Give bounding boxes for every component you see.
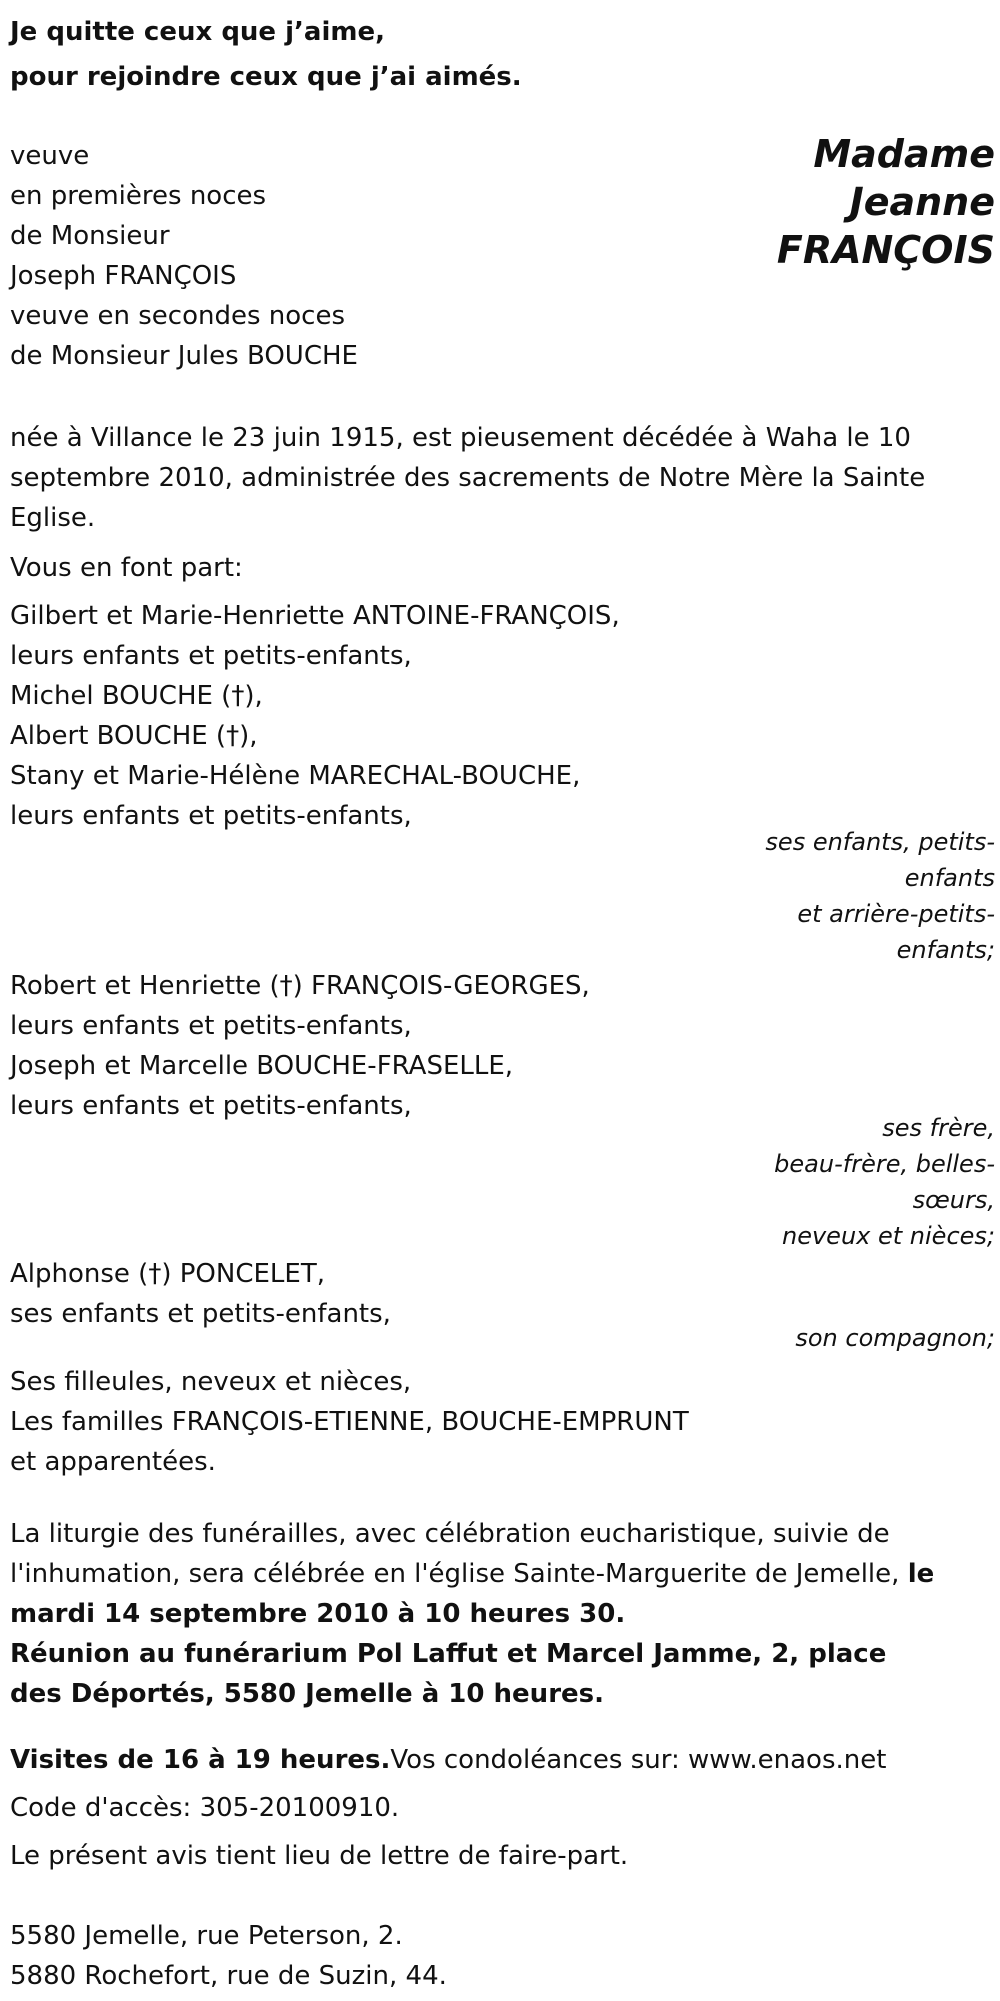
deceased-last-name: FRANÇOIS: [776, 228, 995, 272]
family-line: ses enfants et petits-enfants,: [10, 1299, 391, 1329]
family-line: Stany et Marie-Hélène MARECHAL-BOUCHE,: [10, 761, 581, 791]
family-line: leurs enfants et petits-enfants,: [10, 801, 412, 831]
liturgy-text: La liturgie des funérailles, avec célébration eucharistique, suivie de l'inhumation, sera célébrée en l'église Sainte-Marguerite de Jemelle,: [10, 1519, 900, 1589]
announcers-intro: Vous en font part:: [10, 553, 243, 583]
relation-line: ses enfants, petits-enfants: [765, 828, 995, 892]
family-group-children: [10, 596, 620, 836]
family-line: Alphonse (†) PONCELET,: [10, 1259, 325, 1289]
epigraph-line: Je quitte ceux que j’aime,: [10, 17, 385, 47]
family-group-extended: [10, 1362, 689, 1482]
family-line: Les familles FRANÇOIS-ETIENNE, BOUCHE-EMPRUNT: [10, 1407, 689, 1437]
family-line: Albert BOUCHE (†),: [10, 721, 258, 751]
family-line: leurs enfants et petits-enfants,: [10, 1091, 412, 1121]
relation-line: neveux et nièces;: [782, 1222, 995, 1250]
deceased-first-name: Jeanne: [849, 180, 995, 224]
relation-line: ses frère,: [882, 1114, 995, 1142]
relation-label-companion: son compagnon;: [795, 1324, 995, 1352]
family-line: Michel BOUCHE (†),: [10, 681, 263, 711]
widow-line: en premières noces: [10, 181, 267, 211]
widow-of-block: [10, 136, 358, 376]
biography-paragraph: née à Villance le 23 juin 1915, est pieusement décédée à Waha le 10 septembre 2010, administrée des sacrements de Notre Mère la Sainte Eglise.: [10, 423, 926, 533]
condolences-text: Vos condoléances sur: www.enaos.net: [390, 1745, 887, 1775]
family-line: Gilbert et Marie-Henriette ANTOINE-FRANÇOIS,: [10, 601, 620, 631]
widow-line: Joseph FRANÇOIS: [10, 261, 237, 291]
family-line: Robert et Henriette (†) FRANÇOIS-GEORGES,: [10, 971, 590, 1001]
deceased-title: Madame: [813, 132, 995, 176]
family-group-companion: [10, 1254, 391, 1334]
liturgy-paragraph: [10, 1514, 985, 1634]
widow-line: veuve: [10, 141, 90, 171]
family-line: Ses filleules, neveux et nièces,: [10, 1367, 412, 1397]
family-line: leurs enfants et petits-enfants,: [10, 641, 412, 671]
family-line: leurs enfants et petits-enfants,: [10, 1011, 412, 1041]
access-code: Code d'accès: 305-20100910.: [10, 1793, 400, 1823]
visiting-hours: Visites de 16 à 19 heures.: [10, 1745, 391, 1775]
liturgy-date: le mardi 14 septembre 2010 à 10 heures 30.: [10, 1559, 935, 1629]
notice-text: Le présent avis tient lieu de lettre de faire-part.: [10, 1841, 629, 1871]
address-line: 5880 Rochefort, rue de Suzin, 44.: [10, 1961, 447, 1991]
epigraph: [10, 10, 522, 100]
widow-line: veuve en secondes noces: [10, 301, 346, 331]
deceased-name: [777, 130, 995, 274]
visits-line: [10, 1740, 886, 1780]
relation-label-siblings: [735, 1110, 995, 1254]
widow-line: de Monsieur: [10, 221, 170, 251]
relation-line: beau-frère, belles-sœurs,: [774, 1150, 995, 1214]
family-group-siblings: [10, 966, 590, 1126]
widow-line: de Monsieur Jules BOUCHE: [10, 341, 358, 371]
family-line: Joseph et Marcelle BOUCHE-FRASELLE,: [10, 1051, 514, 1081]
address-line: 5580 Jemelle, rue Peterson, 2.: [10, 1921, 403, 1951]
addresses-block: [10, 1916, 447, 1996]
epigraph-line: pour rejoindre ceux que j’ai aimés.: [10, 62, 522, 92]
relation-label-children: [725, 824, 995, 968]
family-line: et apparentées.: [10, 1447, 216, 1477]
relation-line: et arrière-petits-enfants;: [797, 900, 995, 964]
funerarium-paragraph: Réunion au funérarium Pol Laffut et Marcel Jamme, 2, place des Déportés, 5580 Jemelle à 10 heures.: [10, 1639, 887, 1709]
